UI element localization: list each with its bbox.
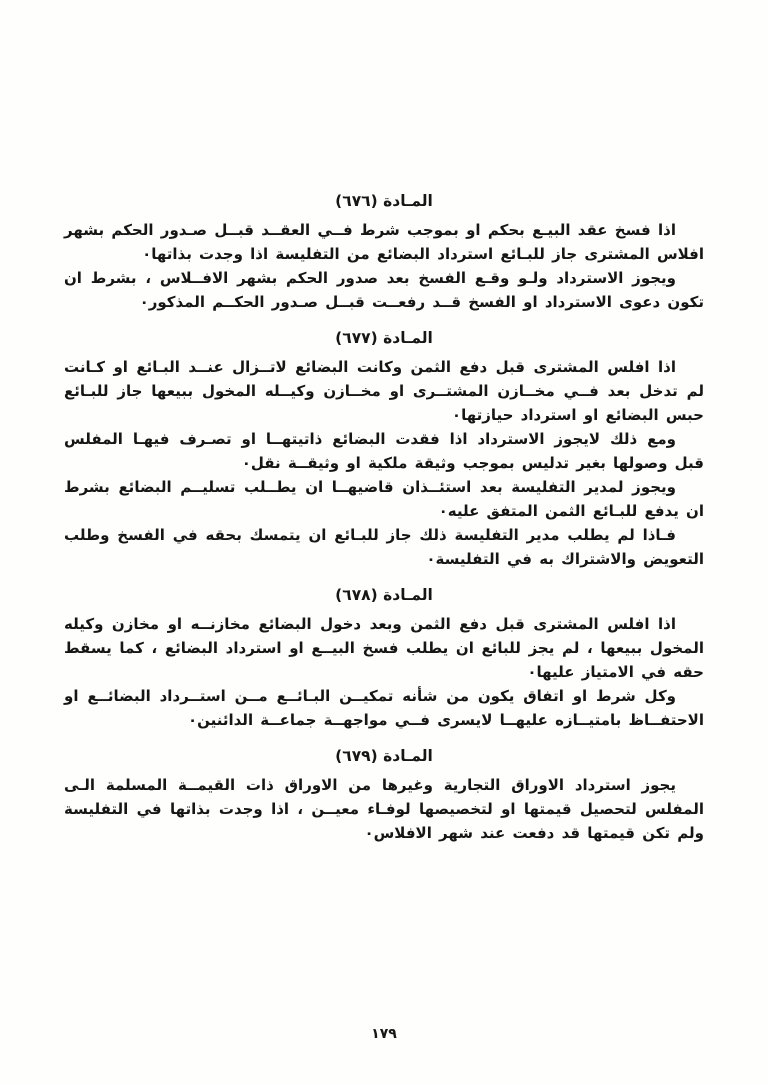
text-block bbox=[64, 192, 704, 860]
article-paragraph: اذا افلس المشترى قبل دفع الثمن وكانت البضائع لاتــزال عنــد البـائع او كـانت لم تدخل بعد فــي مخــازن المشتــرى او مخــازن وكيــله المخول ببيعها جاز للبـائع حبس البضائع او استرداد حيازتها٠ bbox=[64, 358, 704, 424]
article-paragraph: وكل شرط او اتفاق يكون من شأنه تمكيــن البـائــع مــن استــرداد البضائــع او الاحتفــاظ بامتيــازه عليهــا لايسرى فــي مواجهــة جماعــة الدائنين٠ bbox=[64, 687, 704, 729]
article-paragraph: ويجوز الاسترداد ولـو وقـع الفسخ بعد صدور الحكم بشهر الافــلاس ، بشرط ان تكون دعوى الاسترداد او الفسخ قــد رفعــت قبــل صـدور الحكــم المذكور٠ bbox=[64, 269, 704, 311]
article-678 bbox=[64, 586, 704, 732]
article-678-heading: المـادة (٦٧٨) bbox=[335, 586, 433, 604]
page-number: ١٧٩ bbox=[371, 1026, 397, 1042]
article-676 bbox=[64, 192, 704, 314]
article-676-heading: المـادة (٦٧٦) bbox=[335, 192, 433, 210]
article-677 bbox=[64, 329, 704, 571]
article-paragraph: اذا افلس المشترى قبل دفع الثمن وبعد دخول البضائع مخازنــه او مخازن وكيله المخول ببيعها ، لم يجز للبائع ان يطلب فسخ البيــع او استرداد البضائع ، كما يسقط حقه في الامتياز عليها٠ bbox=[64, 615, 704, 681]
article-paragraph: فـاذا لم يطلب مدير التفليسة ذلك جاز للبـائع ان يتمسك بحقه في الفسخ وطلب التعويض والاشتراك به في التفليسة٠ bbox=[64, 526, 704, 568]
article-679-heading: المـادة (٦٧٩) bbox=[335, 747, 433, 765]
article-paragraph: ومع ذلك لايجوز الاسترداد اذا فقدت البضائع ذاتيتهــا او تصـرف فيهـا المفلس قبل وصولها بغير تدليس بموجب وثيقة ملكية او وثيقــة نقل٠ bbox=[64, 430, 704, 472]
article-paragraph: اذا فسخ عقد البيـع بحكم او بموجب شرط فــي العقــد قبــل صـدور الحكم بشهر افلاس المشترى جاز للبـائع استرداد البضائع من التفليسة اذا وجدت بذاتها٠ bbox=[64, 221, 704, 263]
article-677-heading: المـادة (٦٧٧) bbox=[335, 329, 433, 347]
article-paragraph: يجوز استرداد الاوراق التجارية وغيرها من الاوراق ذات القيمــة المسلمة الـى المفلس لتحصيل قيمتها او لتخصيصها لوفـاء معيــن ، اذا وجدت بذاتها في التفليسة ولم تكن قيمتها قد دفعت عند شهر الافلاس٠ bbox=[64, 776, 704, 842]
article-679 bbox=[64, 747, 704, 845]
article-paragraph: ويجوز لمدير التفليسة بعد استئــذان قاضيهــا ان يطــلب تسليــم البضائع بشرط ان يدفع للبـائع الثمن المتفق عليه٠ bbox=[64, 478, 704, 520]
